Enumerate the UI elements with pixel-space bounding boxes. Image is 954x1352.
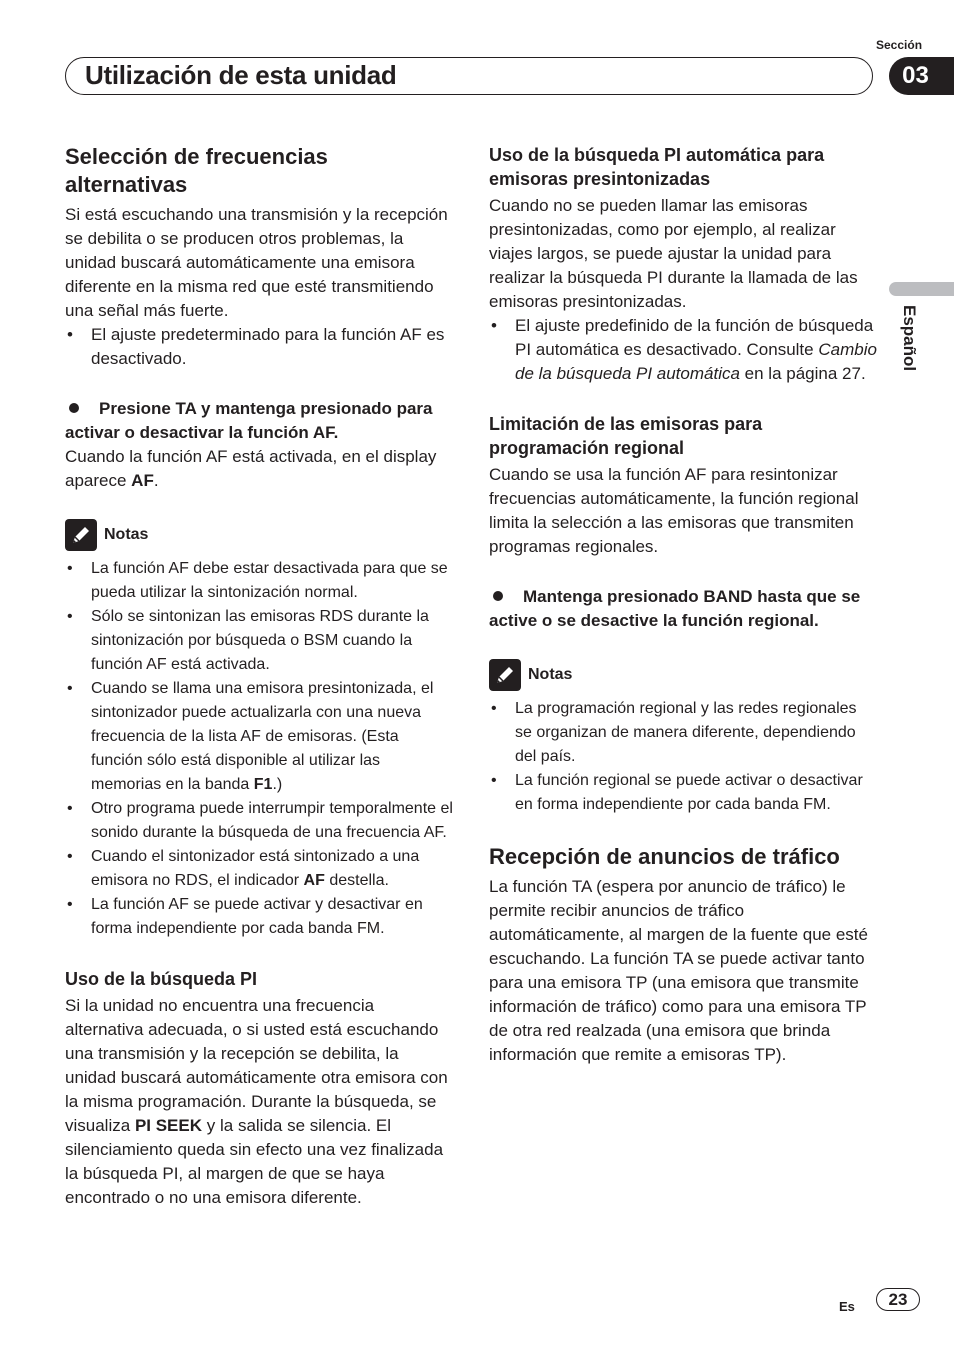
pencil-icon <box>65 519 97 551</box>
step-desc-text: Cuando la función AF está activada, en el display aparece <box>65 447 437 490</box>
af-indicator: AF <box>131 471 154 490</box>
heading-pi-search: Uso de la búsqueda PI <box>65 969 258 989</box>
step-text: Presione TA y mantenga presionado para activar o desactivar la función AF. <box>65 399 433 442</box>
heading-traffic: Recepción de anuncios de tráfico <box>489 844 840 869</box>
cross-reference: Cambio de la búsqueda PI automática <box>515 340 877 383</box>
auto-pi-list <box>489 314 877 386</box>
list-item: • La función regional se puede activar o desactivar en forma independiente por cada banda FM. <box>489 769 877 817</box>
step-description <box>65 445 453 493</box>
band-label: F1 <box>253 776 273 793</box>
step-instruction <box>65 397 453 445</box>
list-item: • La función AF debe estar desactivada para que se pueda utilizar la sintonización normal. <box>65 557 453 605</box>
note-text: Cuando se llama una emisora presintonizada, el sintonizador puede actualizarla con una nueva frecuencia de la lista AF de emisoras. (Esta función sólo está disponible al utilizar las memorias en la banda <box>91 680 434 793</box>
pencil-icon <box>489 659 521 691</box>
note-end: .) <box>272 776 283 793</box>
note-end: destella. <box>329 872 389 889</box>
list-item: • El ajuste predeterminado para la función AF es desactivado. <box>65 323 453 371</box>
list-item <box>489 314 877 386</box>
section-number: 03 <box>902 62 929 89</box>
section-label: Sección <box>876 38 923 52</box>
heading-regional: Limitación de las emisoras para programación regional <box>489 414 763 458</box>
pi-text: Si la unidad no encuentra una frecuencia alternativa adecuada, o si usted está escuchando una transmisión y la recepción se debilita, la unidad buscará automáticamente otra emisora con la misma programación. Durante la búsqueda, se visualiza <box>65 996 448 1135</box>
intro-paragraph: Si está escuchando una transmisión y la recepción se debilita o se producen otros problemas, la unidad buscará automáticamente una emisora diferente en la misma red que esté transmitiendo una señal más fuerte. <box>65 205 448 320</box>
page-number-badge <box>876 1288 920 1311</box>
list-item <box>65 677 453 797</box>
language-tab <box>889 282 954 296</box>
note-text: Cuando el sintonizador está sintonizado a una emisora no RDS, el indicador <box>91 848 420 889</box>
bullet-dot-icon <box>493 591 503 601</box>
list-item <box>65 845 453 893</box>
notes-label: Notas <box>528 666 573 683</box>
footer-language-code: Es <box>839 1299 855 1314</box>
heading-auto-pi: Uso de la búsqueda PI automática para emisoras presintonizadas <box>489 145 825 189</box>
step-desc-end: . <box>153 471 159 490</box>
af-default-list <box>65 323 453 371</box>
pi-end: y la salida se silencia. El silenciamiento queda sin efecto una vez finalizada la búsqueda PI, al margen de que se haya encontrado o no una emisora diferente. <box>65 1116 444 1207</box>
regional-step <box>489 585 877 633</box>
notes-label: Notas <box>104 526 149 543</box>
regional-paragraph: Cuando se usa la función AF para resintonizar frecuencias automáticamente, la función regional limita la selección a las emisoras que transmiten programas regionales. <box>489 465 859 556</box>
auto-pi-paragraph: Cuando no se pueden llamar las emisoras presintonizadas, como por ejemplo, al realizar viajes largos, se puede ajustar la unidad para realizar la búsqueda PI durante la llamada de las emisoras presintonizadas. <box>489 196 858 311</box>
notes-list <box>489 697 877 817</box>
bullet-dot-icon <box>69 403 79 413</box>
notes-header <box>65 519 453 551</box>
pi-seek-indicator: PI SEEK <box>134 1116 203 1135</box>
right-column <box>489 143 877 1067</box>
list-item: • Sólo se sintonizan las emisoras RDS durante la sintonización por búsqueda o BSM cuando la función AF está activada. <box>65 605 453 677</box>
list-item: • Otro programa puede interrumpir temporalmente el sonido durante la búsqueda de una frecuencia AF. <box>65 797 453 845</box>
pi-paragraph <box>65 994 453 1210</box>
traffic-paragraph: La función TA (espera por anuncio de tráfico) le permite recibir anuncios de tráfico automáticamente, al margen de la fuente que esté escuchando. La función TA se puede activar tanto para una emisora TP (una emisora que transmite información de tráfico) como para una emisora TP de otra red realzada (una emisora que brinda información que remite a emisoras TP). <box>489 877 868 1064</box>
step-text: Mantenga presionado BAND hasta que se active o se desactive la función regional. <box>489 587 861 630</box>
language-label-wrap <box>895 305 925 395</box>
page-title: Utilización de esta unidad <box>85 60 397 90</box>
section-number-badge <box>889 57 954 95</box>
bullet-end: en la página 27. <box>744 364 866 383</box>
af-indicator: AF <box>303 872 325 889</box>
left-column <box>65 143 453 1210</box>
language-label: Español <box>900 305 919 372</box>
bullet-text: El ajuste predefinido de la función de búsqueda PI automática es desactivado. Consulte <box>515 316 874 359</box>
list-item: • La función AF se puede activar y desactivar en forma independiente por cada banda FM. <box>65 893 453 941</box>
list-item: • La programación regional y las redes regionales se organizan de manera diferente, dependiendo del país. <box>489 697 877 769</box>
page-number: 23 <box>888 1289 908 1309</box>
heading-alternative-frequencies: Selección de frecuencias alternativas <box>65 144 328 197</box>
notes-header <box>489 659 877 691</box>
notes-list <box>65 557 453 941</box>
